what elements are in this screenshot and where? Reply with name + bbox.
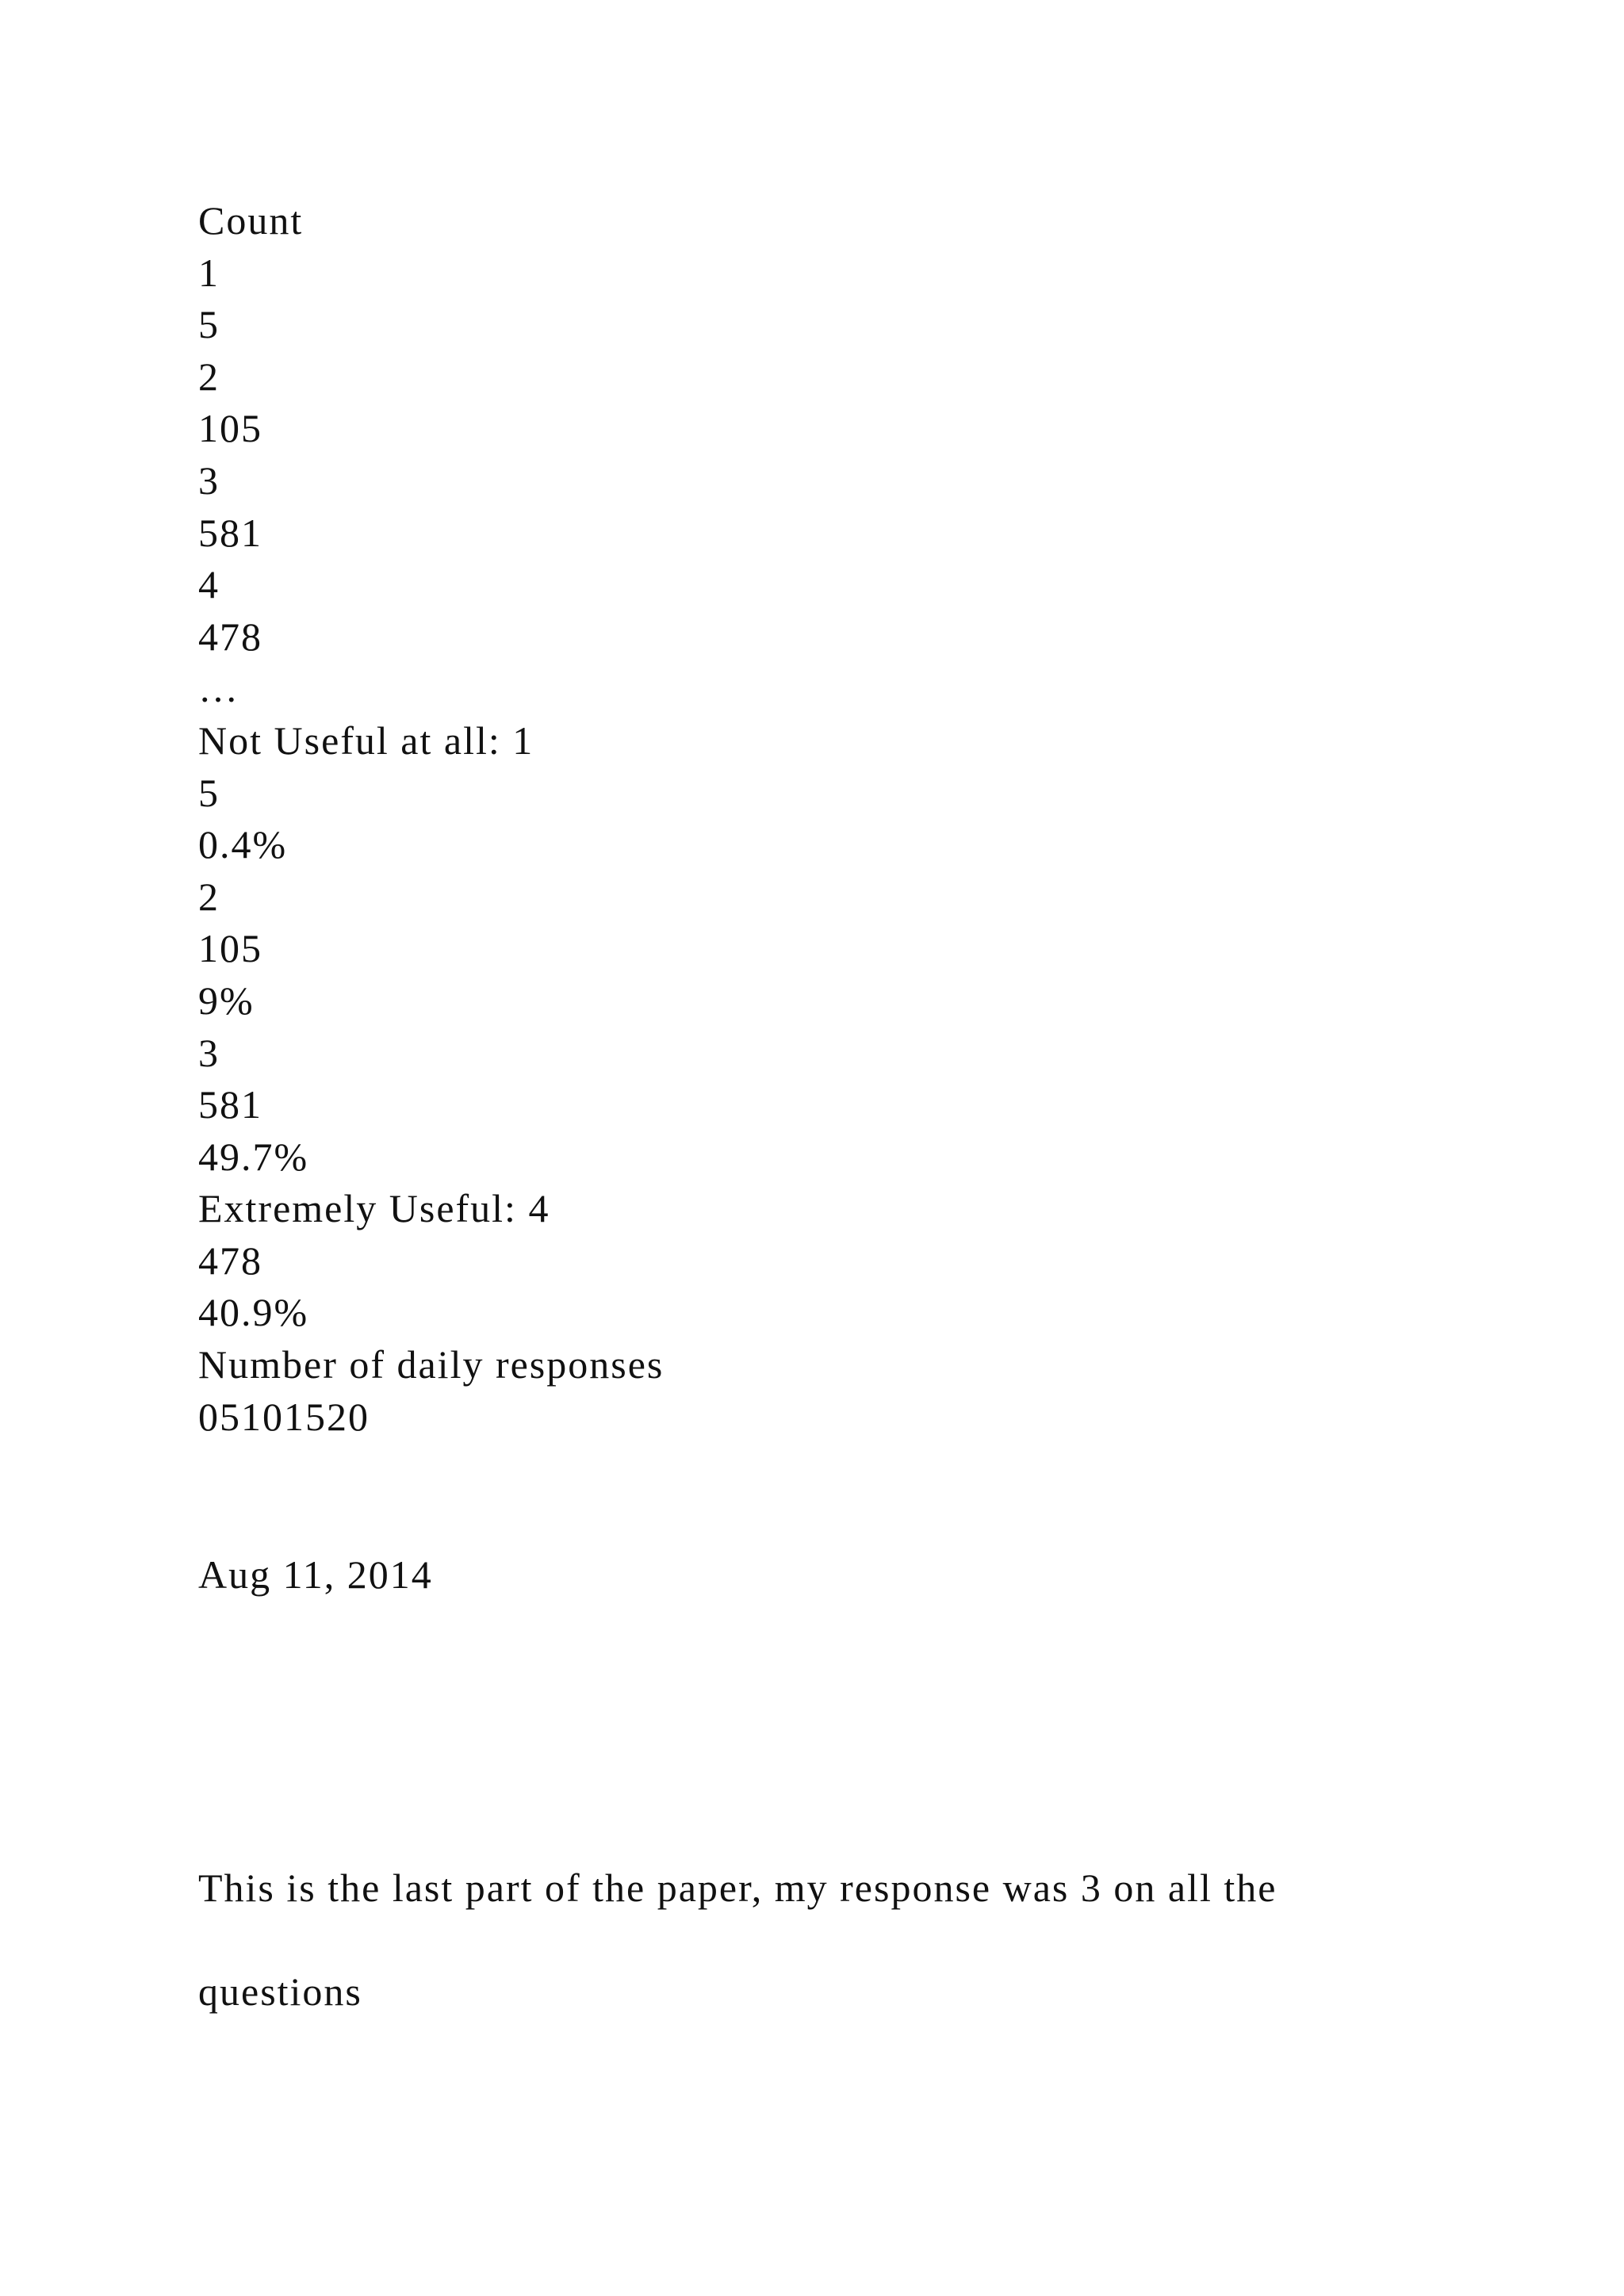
response-date: Aug 11, 2014 bbox=[198, 1552, 433, 1597]
author-note bbox=[198, 1810, 1435, 2070]
percent-not-useful: 0.4% bbox=[198, 822, 288, 867]
count-rating-4: 4 bbox=[198, 562, 220, 607]
count-not-useful: 5 bbox=[198, 770, 220, 815]
count-rating-2: 2 bbox=[198, 354, 220, 399]
label-rating-2: 2 bbox=[198, 874, 220, 919]
count-value-2: 105 bbox=[198, 406, 262, 451]
percent-rating-2: 9% bbox=[198, 978, 255, 1023]
count-rating-3: 3 bbox=[198, 457, 220, 503]
ellipsis-text: … bbox=[198, 666, 239, 711]
label-not-useful: Not Useful at all: 1 bbox=[198, 718, 534, 763]
survey-data-text bbox=[198, 195, 1435, 1443]
count-rating-1: 1 bbox=[198, 250, 220, 295]
count-extremely-useful: 478 bbox=[198, 1238, 262, 1283]
count-value-3: 581 bbox=[198, 510, 262, 555]
author-note-line-2: questions bbox=[198, 1969, 362, 2014]
percent-rating-3: 49.7% bbox=[198, 1134, 309, 1179]
count-value-1: 5 bbox=[198, 302, 220, 347]
daily-responses-label: Number of daily responses bbox=[198, 1342, 665, 1387]
label-extremely-useful: Extremely Useful: 4 bbox=[198, 1186, 550, 1231]
count-value-4: 478 bbox=[198, 614, 262, 659]
count-rating-2-summary: 105 bbox=[198, 926, 262, 971]
count-header: Count bbox=[198, 198, 304, 243]
percent-extremely-useful: 40.9% bbox=[198, 1290, 309, 1335]
label-rating-3: 3 bbox=[198, 1030, 220, 1075]
daily-responses-axis-ticks: 05101520 bbox=[198, 1394, 370, 1439]
count-rating-3-summary: 581 bbox=[198, 1082, 262, 1127]
author-note-line-1: This is the last part of the paper, my response was 3 on all the bbox=[198, 1865, 1277, 1910]
